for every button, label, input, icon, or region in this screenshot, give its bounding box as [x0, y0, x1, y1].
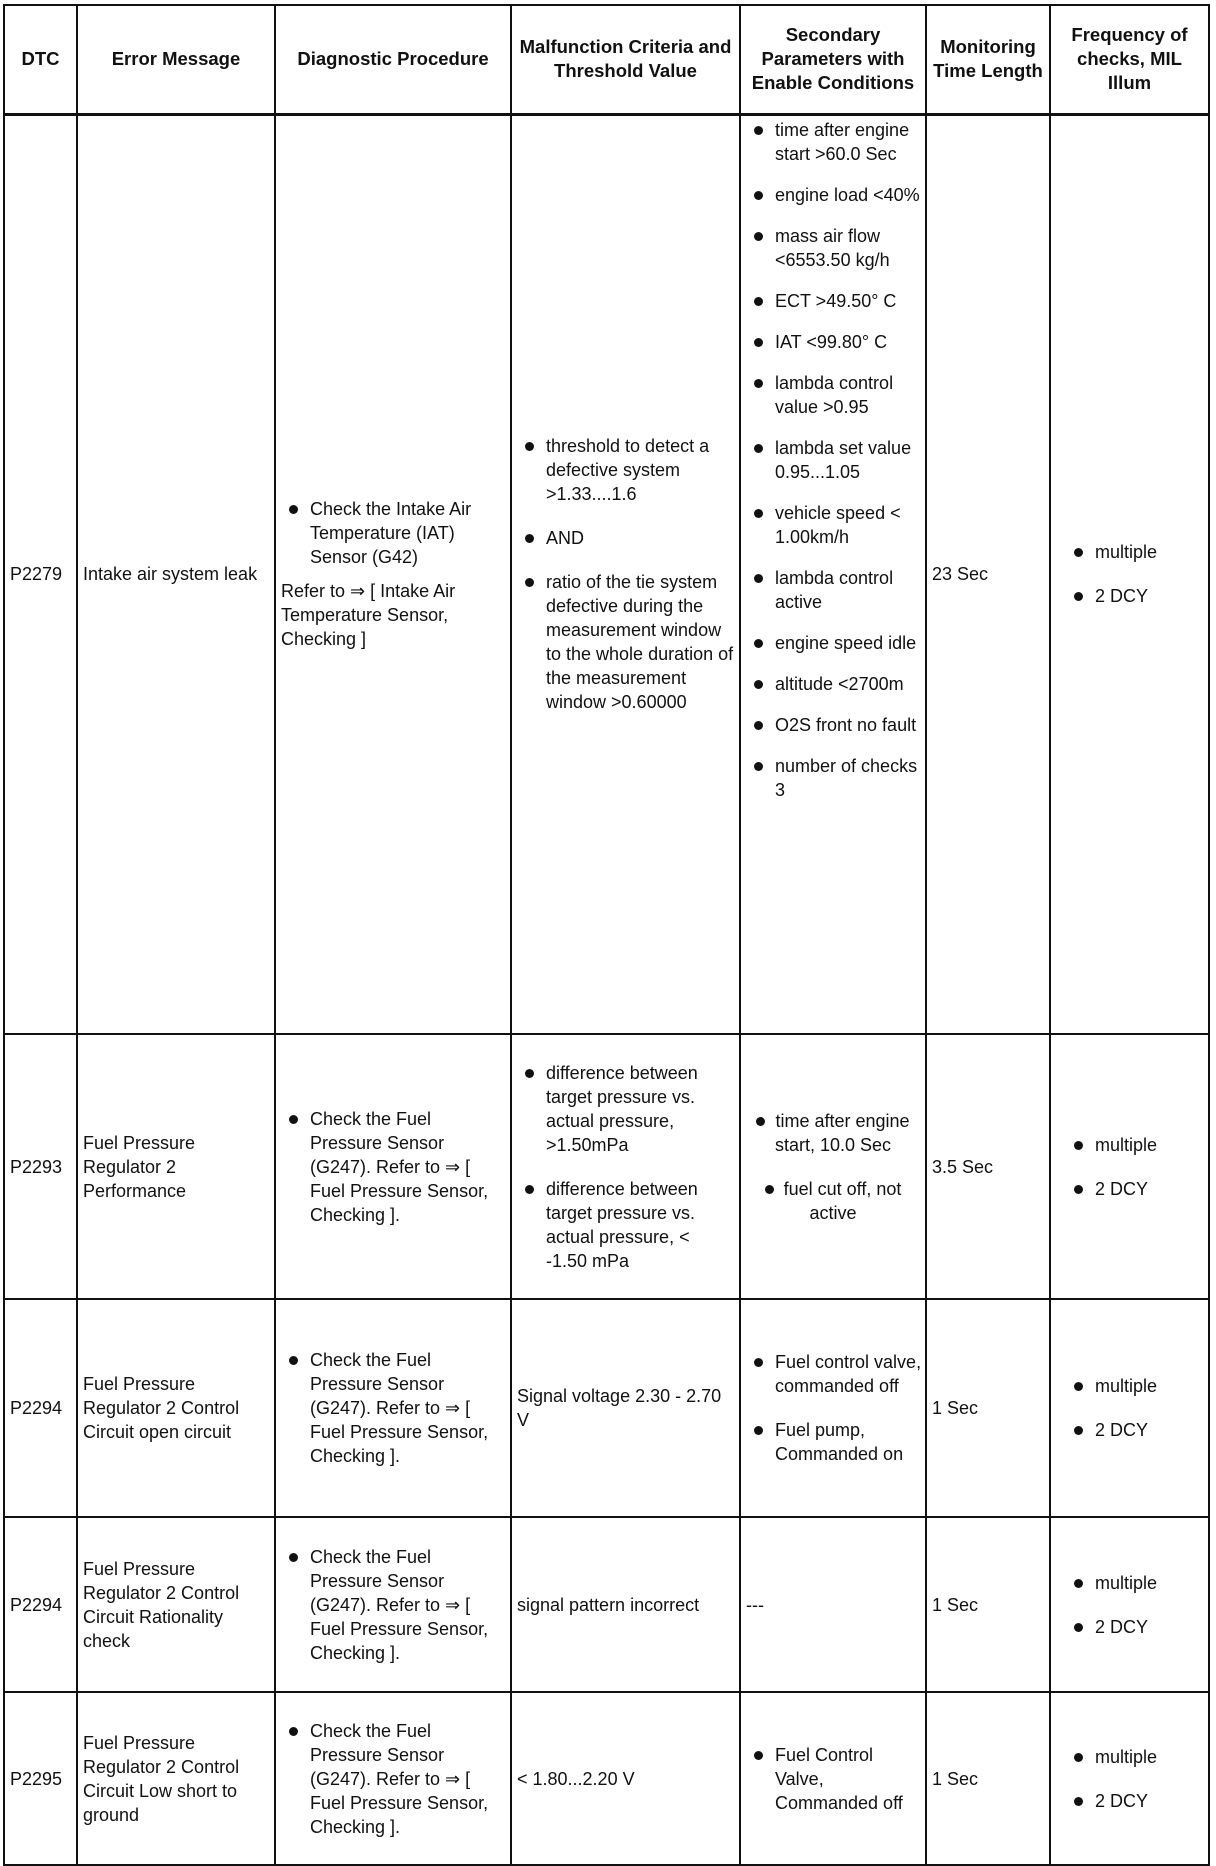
header-dtc: DTC: [4, 5, 77, 114]
secondary-item: engine load <40%: [746, 183, 925, 207]
monitoring-time: 1 Sec: [926, 1299, 1050, 1517]
secondary-item: lambda control value >0.95: [746, 371, 925, 419]
error-message: Fuel Pressure Regulator 2 Control Circuit open circuit: [77, 1299, 275, 1517]
header-error-message: Error Message: [77, 5, 275, 114]
monitoring-time: 23 Sec: [926, 114, 1050, 1034]
diag-bullet: Check the Fuel Pressure Sensor (G247). Refer to ⇒ [ Fuel Pressure Sensor, Checking ].: [281, 1719, 505, 1839]
malf-item: difference between target pressure vs. actual pressure, < -1.50 mPa: [517, 1177, 734, 1273]
secondary-item: mass air flow <6553.50 kg/h: [746, 224, 925, 272]
secondary-item: lambda set value 0.95...1.05: [746, 436, 925, 484]
table-row: [4, 1517, 1209, 1692]
freq-item: multiple: [1066, 1571, 1203, 1595]
diag-bullet: Check the Fuel Pressure Sensor (G247). Refer to ⇒ [ Fuel Pressure Sensor, Checking ].: [281, 1107, 505, 1227]
dtc-code: P2293: [4, 1034, 77, 1299]
secondary-item: engine speed idle: [746, 631, 925, 655]
diagnostic-procedure: [275, 114, 511, 1034]
header-malfunction-criteria: Malfunction Criteria and Threshold Value: [511, 5, 740, 114]
malf-item: ratio of the tie system defective during the measurement window to the whole duration of the measurement window >0.60000: [517, 570, 734, 714]
diagnostic-procedure: [275, 1517, 511, 1692]
malf-item: threshold to detect a defective system >1.33....1.6: [517, 434, 734, 506]
secondary-item: Fuel pump, Commanded on: [746, 1418, 925, 1466]
error-message: Fuel Pressure Regulator 2 Performance: [77, 1034, 275, 1299]
table-row: [4, 1692, 1209, 1865]
secondary-item: time after engine start, 10.0 Sec: [746, 1109, 920, 1157]
diagnostic-procedure: [275, 1692, 511, 1865]
table-row: [4, 1299, 1209, 1517]
header-row: [4, 5, 1209, 114]
secondary-item: altitude <2700m: [746, 672, 925, 696]
monitoring-time: 1 Sec: [926, 1692, 1050, 1865]
freq-item: 2 DCY: [1066, 1789, 1203, 1813]
freq-item: multiple: [1066, 1133, 1203, 1157]
malf-item: difference between target pressure vs. actual pressure, >1.50mPa: [517, 1061, 734, 1157]
frequency: [1050, 1517, 1209, 1692]
monitoring-time: 1 Sec: [926, 1517, 1050, 1692]
diag-bullet: Check the Fuel Pressure Sensor (G247). Refer to ⇒ [ Fuel Pressure Sensor, Checking ].: [281, 1545, 505, 1665]
error-message: Intake air system leak: [77, 114, 275, 1034]
table-row: [4, 1034, 1209, 1299]
secondary-item: Fuel control valve, commanded off: [746, 1350, 925, 1398]
dtc-code: P2294: [4, 1517, 77, 1692]
diag-bullet: Check the Fuel Pressure Sensor (G247). Refer to ⇒ [ Fuel Pressure Sensor, Checking ].: [281, 1348, 505, 1468]
secondary-item: O2S front no fault: [746, 713, 925, 737]
malf-item: AND: [517, 526, 734, 550]
secondary-item: IAT <99.80° C: [746, 330, 925, 354]
dtc-code: P2295: [4, 1692, 77, 1865]
diag-bullet: Check the Intake Air Temperature (IAT) Sensor (G42): [281, 497, 505, 569]
freq-item: 2 DCY: [1066, 1418, 1203, 1442]
dtc-table-container: [3, 4, 1208, 1838]
dtc-code: P2279: [4, 114, 77, 1034]
secondary-item: time after engine start >60.0 Sec: [746, 118, 925, 166]
frequency: [1050, 114, 1209, 1034]
secondary-item: Fuel Control Valve, Commanded off: [746, 1743, 920, 1815]
frequency: [1050, 1692, 1209, 1865]
freq-item: multiple: [1066, 1745, 1203, 1769]
secondary-item: vehicle speed < 1.00km/h: [746, 501, 925, 549]
diag-reference: Refer to ⇒ [ Intake Air Temperature Sensor, Checking ]: [281, 581, 456, 650]
freq-item: multiple: [1066, 540, 1203, 564]
frequency: [1050, 1034, 1209, 1299]
error-message: Fuel Pressure Regulator 2 Control Circuit Low short to ground: [77, 1692, 275, 1865]
secondary-item: lambda control active: [746, 566, 925, 614]
table-row: [4, 114, 1209, 1034]
dtc-table: [3, 4, 1210, 1866]
malfunction-criteria: Signal voltage 2.30 - 2.70 V: [511, 1299, 740, 1517]
secondary-parameters: [740, 1299, 926, 1517]
malfunction-criteria: < 1.80...2.20 V: [511, 1692, 740, 1865]
freq-item: 2 DCY: [1066, 1615, 1203, 1639]
secondary-item: number of checks 3: [746, 754, 925, 802]
freq-item: 2 DCY: [1066, 584, 1203, 608]
malfunction-criteria: signal pattern incorrect: [511, 1517, 740, 1692]
freq-item: multiple: [1066, 1374, 1203, 1398]
secondary-parameters: ---: [740, 1517, 926, 1692]
frequency: [1050, 1299, 1209, 1517]
secondary-parameters: [740, 1034, 926, 1299]
secondary-item: fuel cut off, not active: [746, 1177, 920, 1225]
secondary-parameters: [740, 114, 926, 1034]
monitoring-time: 3.5 Sec: [926, 1034, 1050, 1299]
dtc-code: P2294: [4, 1299, 77, 1517]
error-message: Fuel Pressure Regulator 2 Control Circuit Rationality check: [77, 1517, 275, 1692]
secondary-item: ECT >49.50° C: [746, 289, 925, 313]
diagnostic-procedure: [275, 1299, 511, 1517]
secondary-parameters: [740, 1692, 926, 1865]
header-frequency: Frequency of checks, MIL Illum: [1050, 5, 1209, 114]
freq-item: 2 DCY: [1066, 1177, 1203, 1201]
header-monitoring-time: Monitoring Time Length: [926, 5, 1050, 114]
header-secondary-parameters: Secondary Parameters with Enable Conditions: [740, 5, 926, 114]
diagnostic-procedure: [275, 1034, 511, 1299]
header-diagnostic-procedure: Diagnostic Procedure: [275, 5, 511, 114]
malfunction-criteria: [511, 114, 740, 1034]
malfunction-criteria: [511, 1034, 740, 1299]
